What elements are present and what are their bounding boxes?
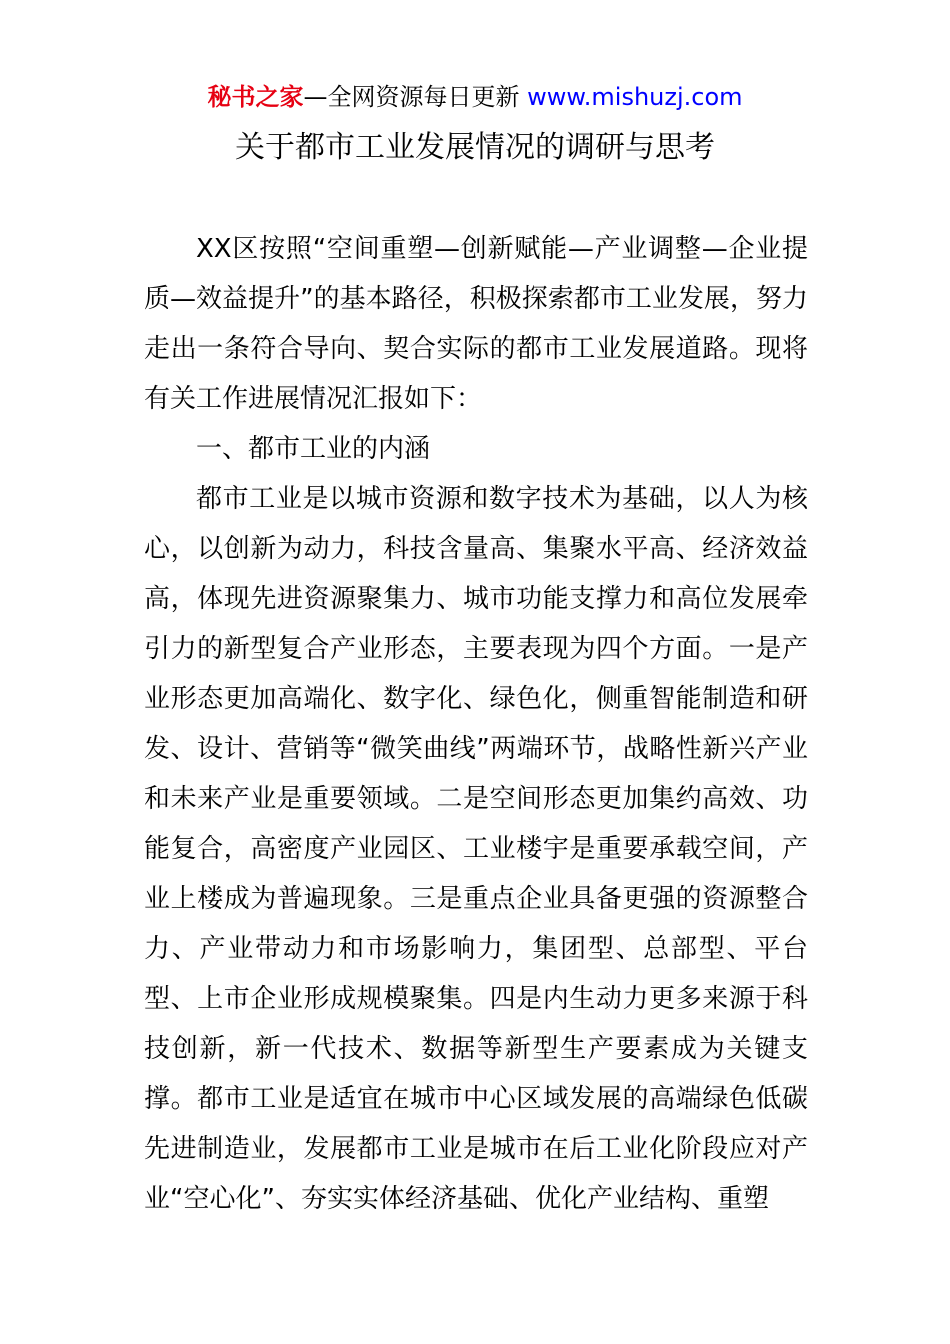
document-title: 关于都市工业发展情况的调研与思考: [235, 130, 715, 165]
site-brand: 秘书之家: [207, 83, 304, 111]
site-header: [0, 80, 950, 114]
section-heading: 一、都市工业的内涵: [196, 434, 431, 464]
site-tagline: —全网资源每日更新: [303, 83, 528, 111]
paragraph-intro: XX区按照“空间重塑—创新赋能—产业调整—企业提质—效益提升”的基本路径，积极探索都市工业发展，努力走出一条符合导向、契合实际的都市工业发展道路。现将有关工作进展情况汇报如下：: [144, 234, 808, 414]
document-body: [144, 224, 808, 1224]
paragraph-definition: 都市工业是以城市资源和数字技术为基础，以人为核心，以创新为动力，科技含量高、集聚水平高、经济效益高，体现先进资源聚集力、城市功能支撑力和高位发展牵引力的新型复合产业形态，主要表现为四个方面。一是产业形态更加高端化、数字化、绿色化，侧重智能制造和研发、设计、营销等“微笑曲线”两端环节，战略性新兴产业和未来产业是重要领域。二是空间形态更加集约高效、功能复合，高密度产业园区、工业楼宇是重要承载空间，产业上楼成为普遍现象。三是重点企业具备更强的资源整合力、产业带动力和市场影响力，集团型、总部型、平台型、上市企业形成规模聚集。四是内生动力更多来源于科技创新，新一代技术、数据等新型生产要素成为关键支撑。都市工业是适宜在城市中心区域发展的高端绿色低碳先进制造业，发展都市工业是城市在后工业化阶段应对产业“空心化”、夯实实体经济基础、优化产业结构、重塑: [144, 484, 808, 1214]
site-url-link[interactable]: www.mishuzj.com: [527, 83, 743, 111]
